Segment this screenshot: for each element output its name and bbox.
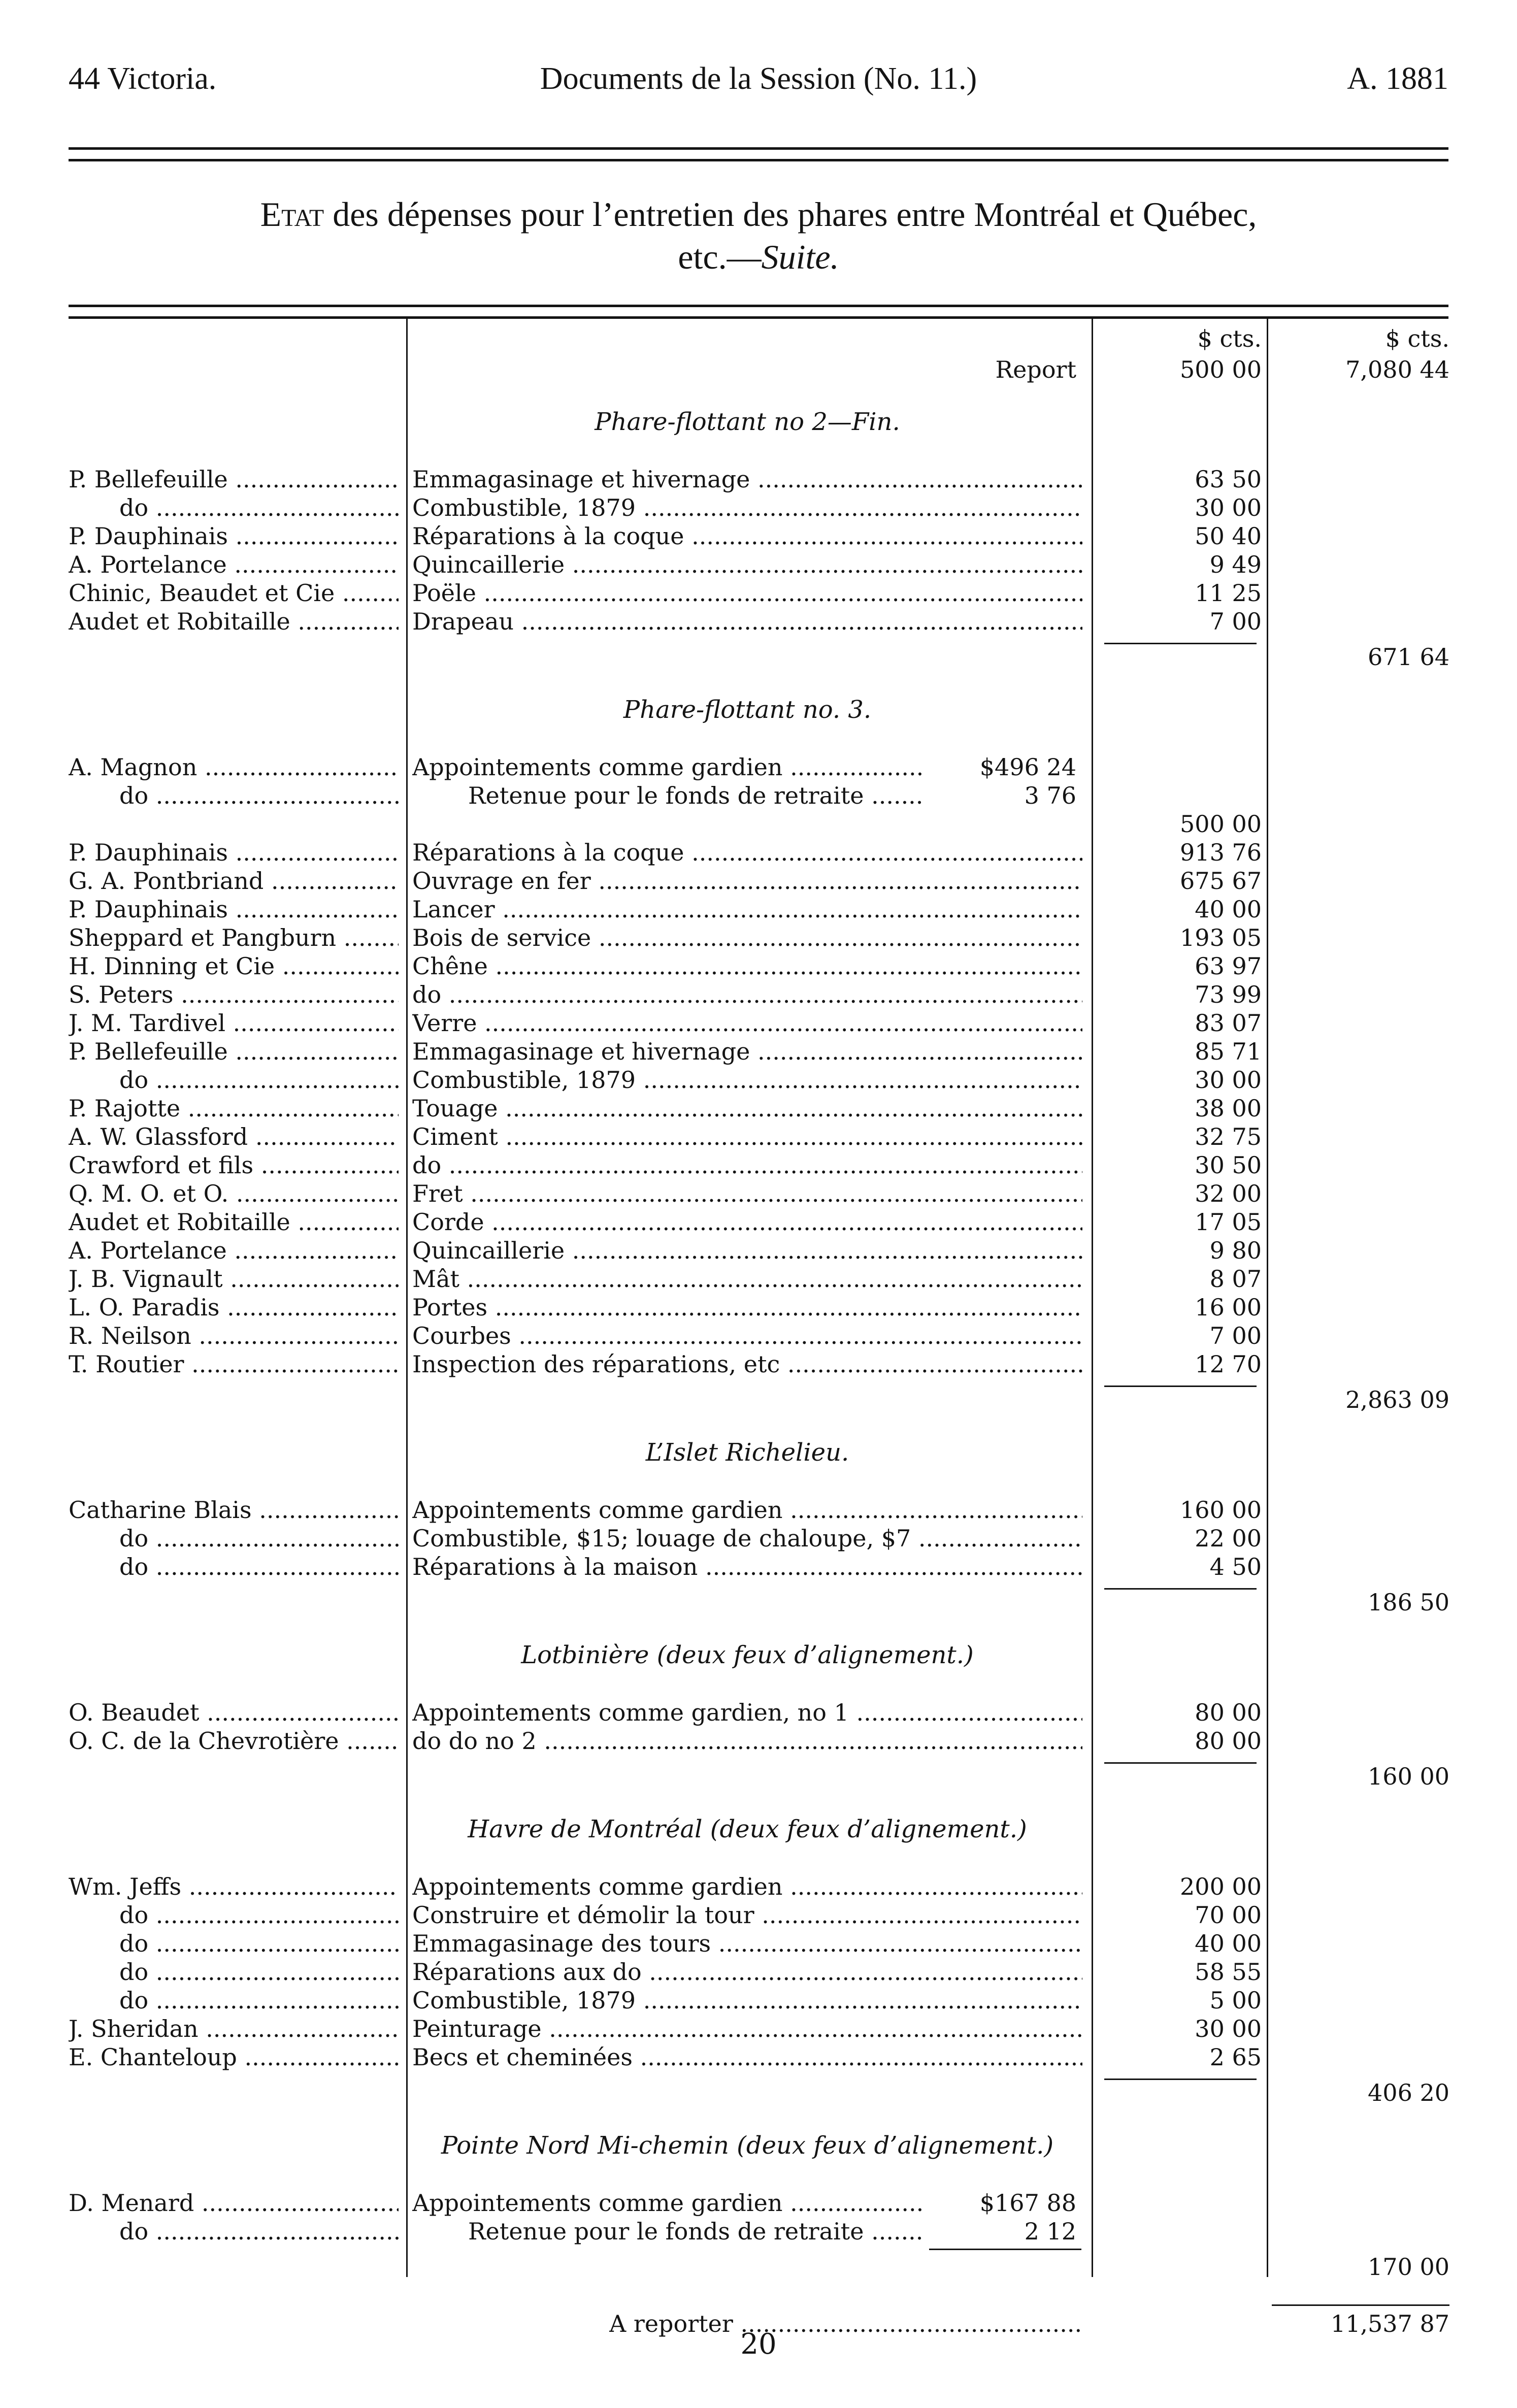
ledger-row [0,522,1517,550]
expense-amount: 200 00 [1180,1873,1262,1900]
expense-description: Combustible, $15; louage de chaloupe, $7 ..... [412,1524,1082,1553]
expense-amount: 913 76 [1180,839,1262,866]
expense-description: Emmagasinage des tours ..... [412,1929,1082,1958]
report-amount: 500 00 [1180,356,1262,383]
section-total-row [0,643,1517,671]
payee-name: Audet et Robitaille ..... [69,1208,399,1236]
page-header [69,61,1448,102]
ledger-row [0,1009,1517,1037]
expense-amount: 22 00 [1195,1525,1262,1552]
ledger-row [0,1293,1517,1322]
expense-amount: 80 00 [1195,1727,1262,1755]
expense-description: Appointements comme gardien, no 1 ..... [412,1698,1082,1727]
ledger-subrow [0,781,1517,810]
expense-description: Becs et cheminées ..... [412,2043,1082,2071]
payee-name: L. O. Paradis ..... [69,1293,399,1322]
expense-description: Corde ..... [412,1208,1082,1236]
expense-description: Quincaillerie ..... [412,1236,1082,1265]
expense-description: Portes ..... [412,1293,1082,1322]
section-total-row [0,2253,1517,2281]
expense-amount: 85 71 [1195,1038,1262,1065]
ledger-row [0,838,1517,867]
expense-amount: 12 70 [1195,1350,1262,1378]
amount-column-header: $ cts. [1197,325,1262,352]
section-total-row [0,1762,1517,1791]
ledger-row [0,607,1517,636]
payee-name: do ..... [69,2217,399,2246]
expense-description: Ouvrage en fer ..... [412,867,1082,895]
ledger-row [0,1236,1517,1265]
report-total: 7,080 44 [1345,356,1449,383]
section-total: 671 64 [1368,643,1449,671]
expense-description: Courbes ..... [412,1322,1082,1350]
payee-name: do ..... [69,1524,399,1553]
expense-amount: 63 97 [1195,952,1262,980]
payee-name: Q. M. O. et O. ..... [69,1179,399,1208]
subtotal-amount: $496 24 [979,753,1076,781]
ledger-row [0,1524,1517,1553]
expense-amount: 30 00 [1195,1066,1262,1094]
expense-description: Réparations à la maison ..... [412,1553,1082,1581]
expense-description: Appointements comme gardien ..... [412,1496,1082,1524]
payee-name: do ..... [69,493,399,522]
subtotal-amount: 2 12 [1024,2218,1076,2245]
expense-description: Drapeau ..... [412,607,1082,636]
payee-name: J. B. Vignault ..... [69,1265,399,1293]
header-rule [69,147,1448,161]
expense-description: Retenue pour le fonds de retraite ..... [412,781,925,810]
payee-name: P. Dauphinais ..... [69,838,399,867]
ledger-row [0,465,1517,493]
ledger-row [0,1037,1517,1066]
expense-description: do do no 2 ..... [412,1727,1082,1755]
expense-amount: 675 67 [1180,867,1262,895]
expense-description: Combustible, 1879 ..... [412,1986,1082,2015]
expense-amount: 16 00 [1195,1294,1262,1321]
section-title: Phare-flottant no. 3. [623,696,872,724]
payee-name: do ..... [69,1986,399,2015]
ledger-row [0,493,1517,522]
payee-name: J. M. Tardivel ..... [69,1009,399,1037]
title-rule [69,305,1448,319]
expense-description: Quincaillerie ..... [412,550,1082,579]
expense-amount: 50 40 [1195,522,1262,550]
expense-amount: 17 05 [1195,1208,1262,1236]
ledger-row [0,1901,1517,1929]
expense-amount: 32 75 [1195,1123,1262,1150]
expense-description: Combustible, 1879 ..... [412,1066,1082,1094]
title-suite: Suite. [761,238,839,276]
expense-description: Appointements comme gardien ..... [412,2189,925,2217]
ledger-row [0,1123,1517,1151]
section-total: 406 20 [1368,2079,1449,2106]
payee-name: J. Sheridan ..... [69,2015,399,2043]
expense-description: Chêne ..... [412,952,1082,980]
expense-description: Inspection des réparations, etc ..... [412,1350,1082,1378]
expense-amount: 30 00 [1195,2015,1262,2042]
payee-name: P. Bellefeuille ..... [69,1037,399,1066]
payee-name: Chinic, Beaudet et Cie ..... [69,579,399,607]
expense-amount: 11 25 [1195,579,1262,607]
ledger-row [0,579,1517,607]
expense-amount: 32 00 [1195,1180,1262,1207]
ledger-row [0,1094,1517,1123]
expense-description: Emmagasinage et hivernage ..... [412,1037,1082,1066]
expense-description: Retenue pour le fonds de retraite ..... [412,2217,925,2246]
expense-description: Emmagasinage et hivernage ..... [412,465,1082,493]
ledger-row [0,1322,1517,1350]
expense-amount: 80 00 [1195,1699,1262,1726]
expense-description: do ..... [412,1151,1082,1179]
expense-amount: 500 00 [1180,810,1262,838]
ledger-row [0,1986,1517,2015]
payee-name: Audet et Robitaille ..... [69,607,399,636]
expense-description: Touage ..... [412,1094,1082,1123]
expense-description: Réparations à la coque ..... [412,838,1082,867]
payee-name: S. Peters ..... [69,980,399,1009]
ledger-row [0,810,1517,838]
expense-description: Réparations à la coque ..... [412,522,1082,550]
title-etc: etc.— [678,238,762,276]
table-title [61,193,1456,278]
ledger-row [0,1265,1517,1293]
ledger-row [0,1698,1517,1727]
payee-name: A. Portelance ..... [69,550,399,579]
payee-name: O. C. de la Chevrotière ..... [69,1727,399,1755]
section-title: Havre de Montréal (deux feux d’alignement.) [468,1815,1027,1843]
ledger-row [0,1727,1517,1755]
payee-name: E. Chanteloup ..... [69,2043,399,2071]
subtotal-amount: $167 88 [979,2189,1076,2217]
carry-total: 11,537 87 [1330,2310,1449,2337]
expense-amount: 70 00 [1195,1901,1262,1929]
expense-description: Combustible, 1879 ..... [412,493,1082,522]
expense-amount: 9 80 [1209,1237,1262,1264]
payee-name: T. Routier ..... [69,1350,399,1378]
expense-amount: 4 50 [1209,1553,1262,1580]
payee-name: D. Menard ..... [69,2189,399,2217]
ledger-row [0,550,1517,579]
ledger-row [0,1350,1517,1378]
ledger-row [0,1179,1517,1208]
section-title: Phare-flottant no 2—Fin. [595,408,900,436]
expense-amount: 58 55 [1195,1958,1262,1986]
expense-amount: 2 65 [1209,2043,1262,2071]
ledger-row [0,952,1517,980]
ledger-subrow [0,2189,1517,2217]
ledger-row [0,1151,1517,1179]
expense-amount: 7 00 [1209,1322,1262,1349]
ledger-row [0,895,1517,923]
section-total: 160 00 [1368,1763,1449,1790]
payee-name: R. Neilson ..... [69,1322,399,1350]
report-row [0,355,1517,384]
ledger-row [0,867,1517,895]
section-title: L’Islet Richelieu. [645,1438,849,1467]
expense-description: Bois de service ..... [412,923,1082,952]
expense-amount: 7 00 [1209,608,1262,635]
subtotal-amount: 3 76 [1024,782,1076,809]
carry-rule [1272,2304,1449,2306]
payee-name: H. Dinning et Cie ..... [69,952,399,980]
ledger-row [0,980,1517,1009]
report-label: Report [995,356,1076,383]
payee-name: A. Magnon ..... [69,753,399,781]
expense-description: Fret ..... [412,1179,1082,1208]
expense-description: Appointements comme gardien ..... [412,753,925,781]
expense-amount: 38 00 [1195,1095,1262,1122]
ledger-row [0,1208,1517,1236]
expense-description: do ..... [412,980,1082,1009]
expense-description: Verre ..... [412,1009,1082,1037]
page-number: 20 [740,2328,777,2361]
expense-description: Lancer ..... [412,895,1082,923]
title-rest: des dépenses pour l’entretien des phares entre Montréal et Québec, [324,195,1257,234]
expense-amount: 9 49 [1209,551,1262,578]
header-session: 44 Victoria. [69,61,217,96]
payee-name: O. Beaudet ..... [69,1698,399,1727]
expense-amount: 73 99 [1195,981,1262,1008]
expense-description: Mât ..... [412,1265,1082,1293]
ledger-row [0,923,1517,952]
carry-label: A reporter ..... [609,2310,1081,2338]
ledger-row [0,2015,1517,2043]
ledger-row [0,1958,1517,1986]
expense-description: Ciment ..... [412,1123,1082,1151]
expense-amount: 40 00 [1195,1930,1262,1957]
ledger-row [0,1872,1517,1901]
header-year: A. 1881 [1347,61,1448,96]
payee-name: G. A. Pontbriand ..... [69,867,399,895]
section-title: Pointe Nord Mi-chemin (deux feux d’alignement.) [441,2131,1054,2160]
section-total: 170 00 [1368,2253,1449,2281]
ledger-row [0,2043,1517,2071]
expense-description: Appointements comme gardien ..... [412,1872,1082,1901]
expense-amount: 83 07 [1195,1009,1262,1037]
payee-name: do ..... [69,1901,399,1929]
expense-amount: 30 50 [1195,1151,1262,1179]
expense-amount: 8 07 [1209,1265,1262,1293]
ledger-row [0,1929,1517,1958]
section-title: Lotbinière (deux feux d’alignement.) [521,1641,974,1669]
expense-description: Poële ..... [412,579,1082,607]
expense-amount: 193 05 [1180,924,1262,951]
ledger-row [0,1066,1517,1094]
payee-name: P. Bellefeuille ..... [69,465,399,493]
header-documents: Documents de la Session (No. 11.) [540,61,977,96]
payee-name: A. Portelance ..... [69,1236,399,1265]
payee-name: Catharine Blais ..... [69,1496,399,1524]
payee-name: do ..... [69,1929,399,1958]
ledger-row [0,1496,1517,1524]
subtotal-rule [929,2249,1081,2250]
section-total-row [0,1386,1517,1414]
payee-name: P. Dauphinais ..... [69,895,399,923]
payee-name: do ..... [69,781,399,810]
payee-name: P. Dauphinais ..... [69,522,399,550]
expense-amount: 160 00 [1180,1496,1262,1524]
ledger-subrow [0,753,1517,781]
expense-description: Construire et démolir la tour ..... [412,1901,1082,1929]
section-total-row [0,2079,1517,2107]
payee-name: P. Rajotte ..... [69,1094,399,1123]
ledger-subrow [0,2217,1517,2246]
payee-name: Crawford et fils ..... [69,1151,399,1179]
section-total-row [0,1588,1517,1617]
payee-name: do ..... [69,1958,399,1986]
payee-name: do ..... [69,1066,399,1094]
payee-name: do ..... [69,1553,399,1581]
payee-name: Sheppard et Pangburn ..... [69,923,399,952]
expense-amount: 40 00 [1195,896,1262,923]
total-column-header: $ cts. [1385,325,1449,352]
section-total: 186 50 [1368,1589,1449,1616]
payee-name: Wm. Jeffs ..... [69,1872,399,1901]
section-total: 2,863 09 [1345,1386,1449,1413]
expense-amount: 30 00 [1195,494,1262,521]
expense-description: Peinturage ..... [412,2015,1082,2043]
ledger-row [0,1553,1517,1581]
title-lead: Etat [260,195,324,234]
expense-amount: 63 50 [1195,466,1262,493]
expense-amount: 5 00 [1209,1987,1262,2014]
expense-description: Réparations aux do ..... [412,1958,1082,1986]
payee-name: A. W. Glassford ..... [69,1123,399,1151]
